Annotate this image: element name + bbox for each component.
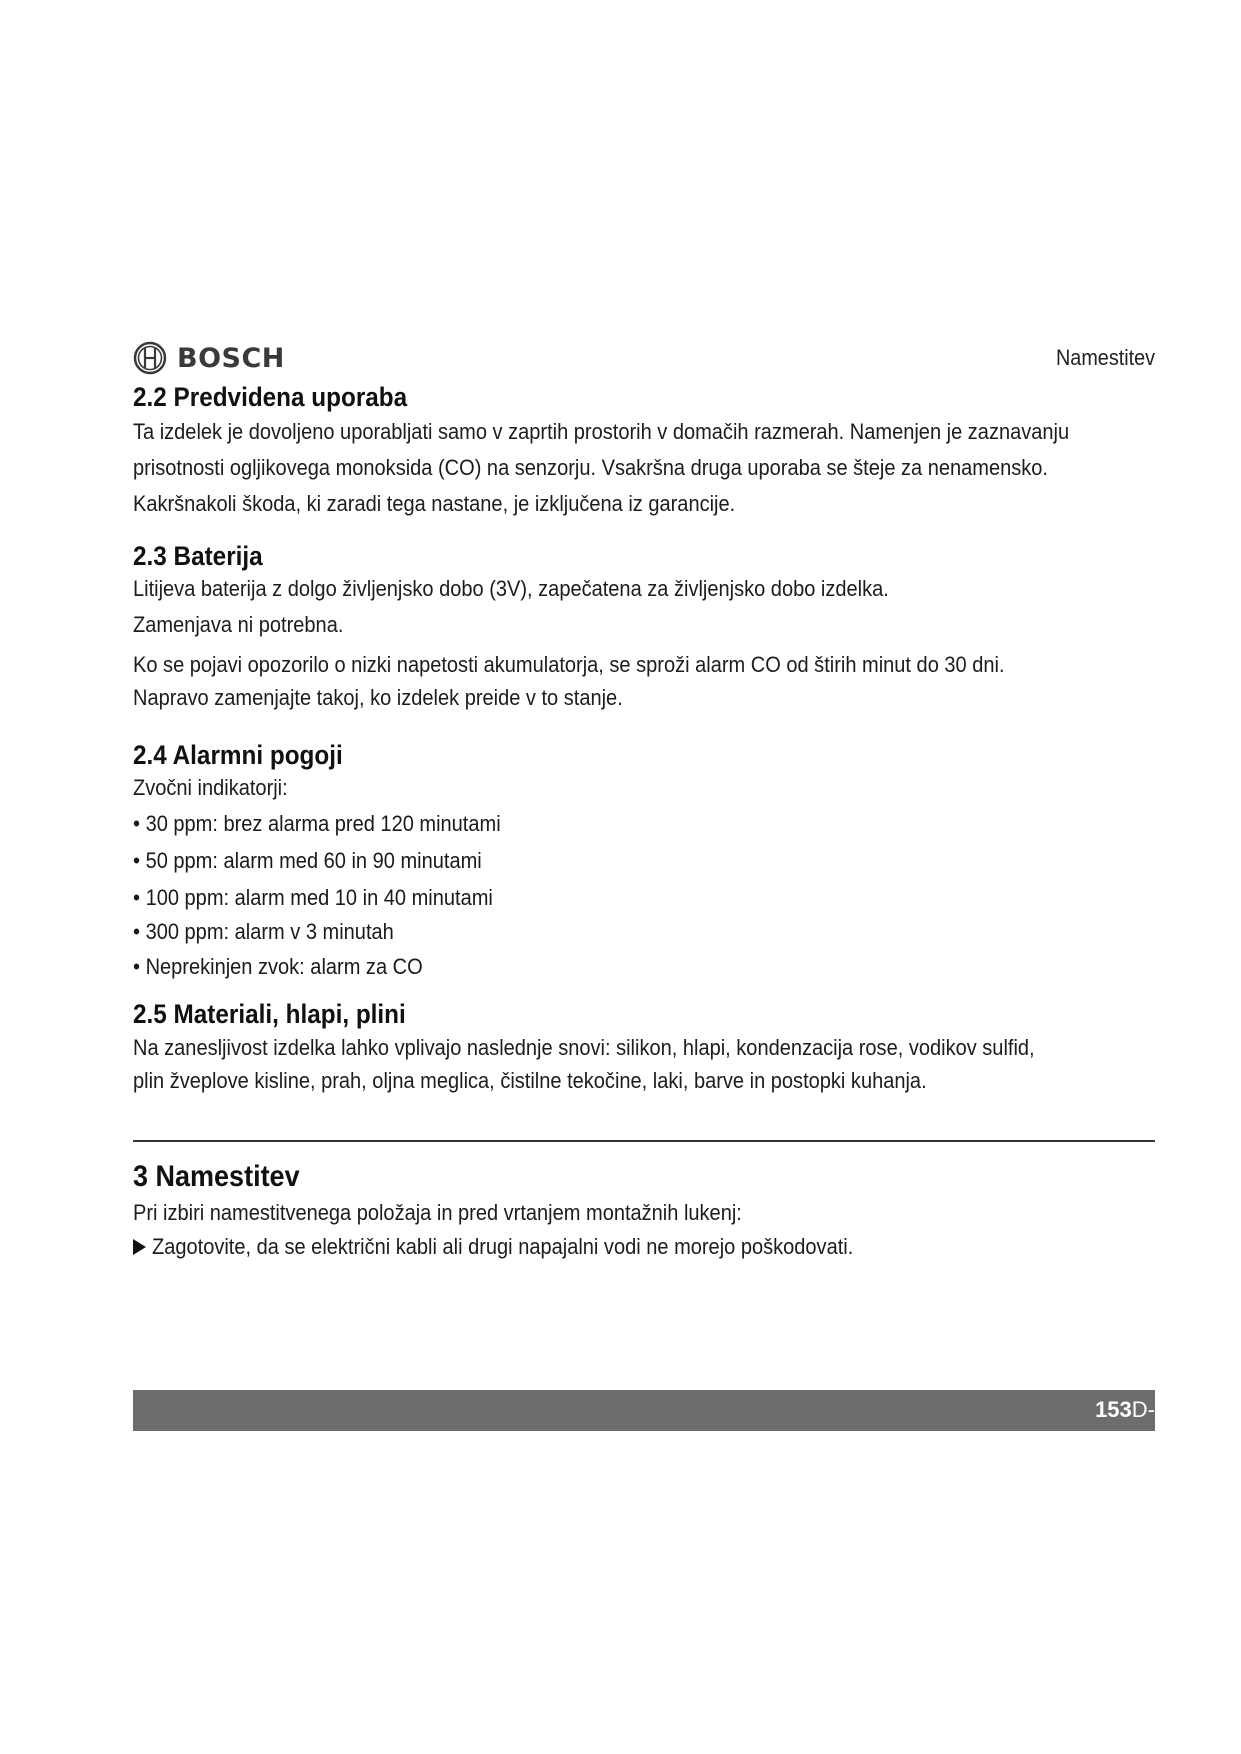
paragraph-line: plin žveplove kisline, prah, oljna meglica, čistilne tekočine, laki, barve in postopki kuhanja.	[133, 1068, 927, 1093]
paragraph-line: Zamenjava ni potrebna.	[133, 612, 344, 637]
paragraph-line: prisotnosti ogljikovega monoksida (CO) na senzorju. Vsakršna druga uporaba se šteje za nenamensko.	[133, 455, 1048, 480]
section-title: 2.4 Alarmni pogoji	[133, 740, 343, 770]
section-title: 2.5 Materiali, hlapi, plini	[133, 999, 406, 1029]
paragraph-line: Kakršnakoli škoda, ki zaradi tega nastane, je izključena iz garancije.	[133, 491, 736, 516]
paragraph-line: Na zanesljivost izdelka lahko vplivajo naslednje snovi: silikon, hlapi, kondenzacija rose, vodikov sulfid,	[133, 1035, 1035, 1060]
page-number	[1095, 1397, 1155, 1423]
alarm-list	[133, 805, 1155, 985]
manual-page	[133, 340, 1155, 1264]
section-title: 2.3 Baterija	[133, 541, 263, 571]
page-suffix: D-	[1131, 1397, 1155, 1422]
list-item: • 100 ppm: alarm med 10 in 40 minutami	[133, 885, 493, 910]
bosch-armature-icon	[133, 341, 167, 375]
section-intended-use	[133, 382, 1155, 521]
section-installation	[133, 1160, 1155, 1264]
paragraph-line: Napravo zamenjajte takoj, ko izdelek preide v to stanje.	[133, 685, 623, 710]
page-number-value: 153	[1095, 1397, 1132, 1422]
arrow-right-icon	[133, 1239, 146, 1255]
paragraph-line: Litijeva baterija z dolgo življenjsko dobo (3V), zapečatena za življenjsko dobo izdelka.	[133, 576, 889, 601]
section-alarm-conditions	[133, 740, 1155, 985]
list-item: • Neprekinjen zvok: alarm za CO	[133, 954, 423, 979]
page-header	[133, 340, 1155, 382]
section-divider	[133, 1140, 1155, 1142]
section-materials	[133, 999, 1155, 1096]
bosch-logo	[133, 341, 285, 375]
list-item: • 300 ppm: alarm v 3 minutah	[133, 919, 394, 944]
paragraph-line: Zvočni indikatorji:	[133, 775, 288, 800]
paragraph-line: Ko se pojavi opozorilo o nizki napetosti akumulatorja, se sproži alarm CO od štirih minut do 30 dni.	[133, 652, 1005, 677]
list-item: • 50 ppm: alarm med 60 in 90 minutami	[133, 848, 482, 873]
instruction-text: Zagotovite, da se električni kabli ali drugi napajalni vodi ne morejo poškodovati.	[152, 1234, 854, 1259]
running-header: Namestitev	[1055, 345, 1155, 370]
paragraph-line: Ta izdelek je dovoljeno uporabljati samo v zaprtih prostorih v domačih razmerah. Namenjen je zaznavanju	[133, 419, 1070, 444]
paragraph-line: Pri izbiri namestitvenega položaja in pred vrtanjem montažnih lukenj:	[133, 1200, 742, 1225]
list-item: • 30 ppm: brez alarma pred 120 minutami	[133, 811, 501, 836]
brand-name: BOSCH	[177, 342, 285, 374]
section-title: 2.2 Predvidena uporaba	[133, 382, 408, 412]
instruction-step	[133, 1230, 1155, 1264]
footer-bar	[133, 1390, 1155, 1431]
section-battery	[133, 541, 1155, 712]
chapter-title: 3 Namestitev	[133, 1160, 300, 1193]
